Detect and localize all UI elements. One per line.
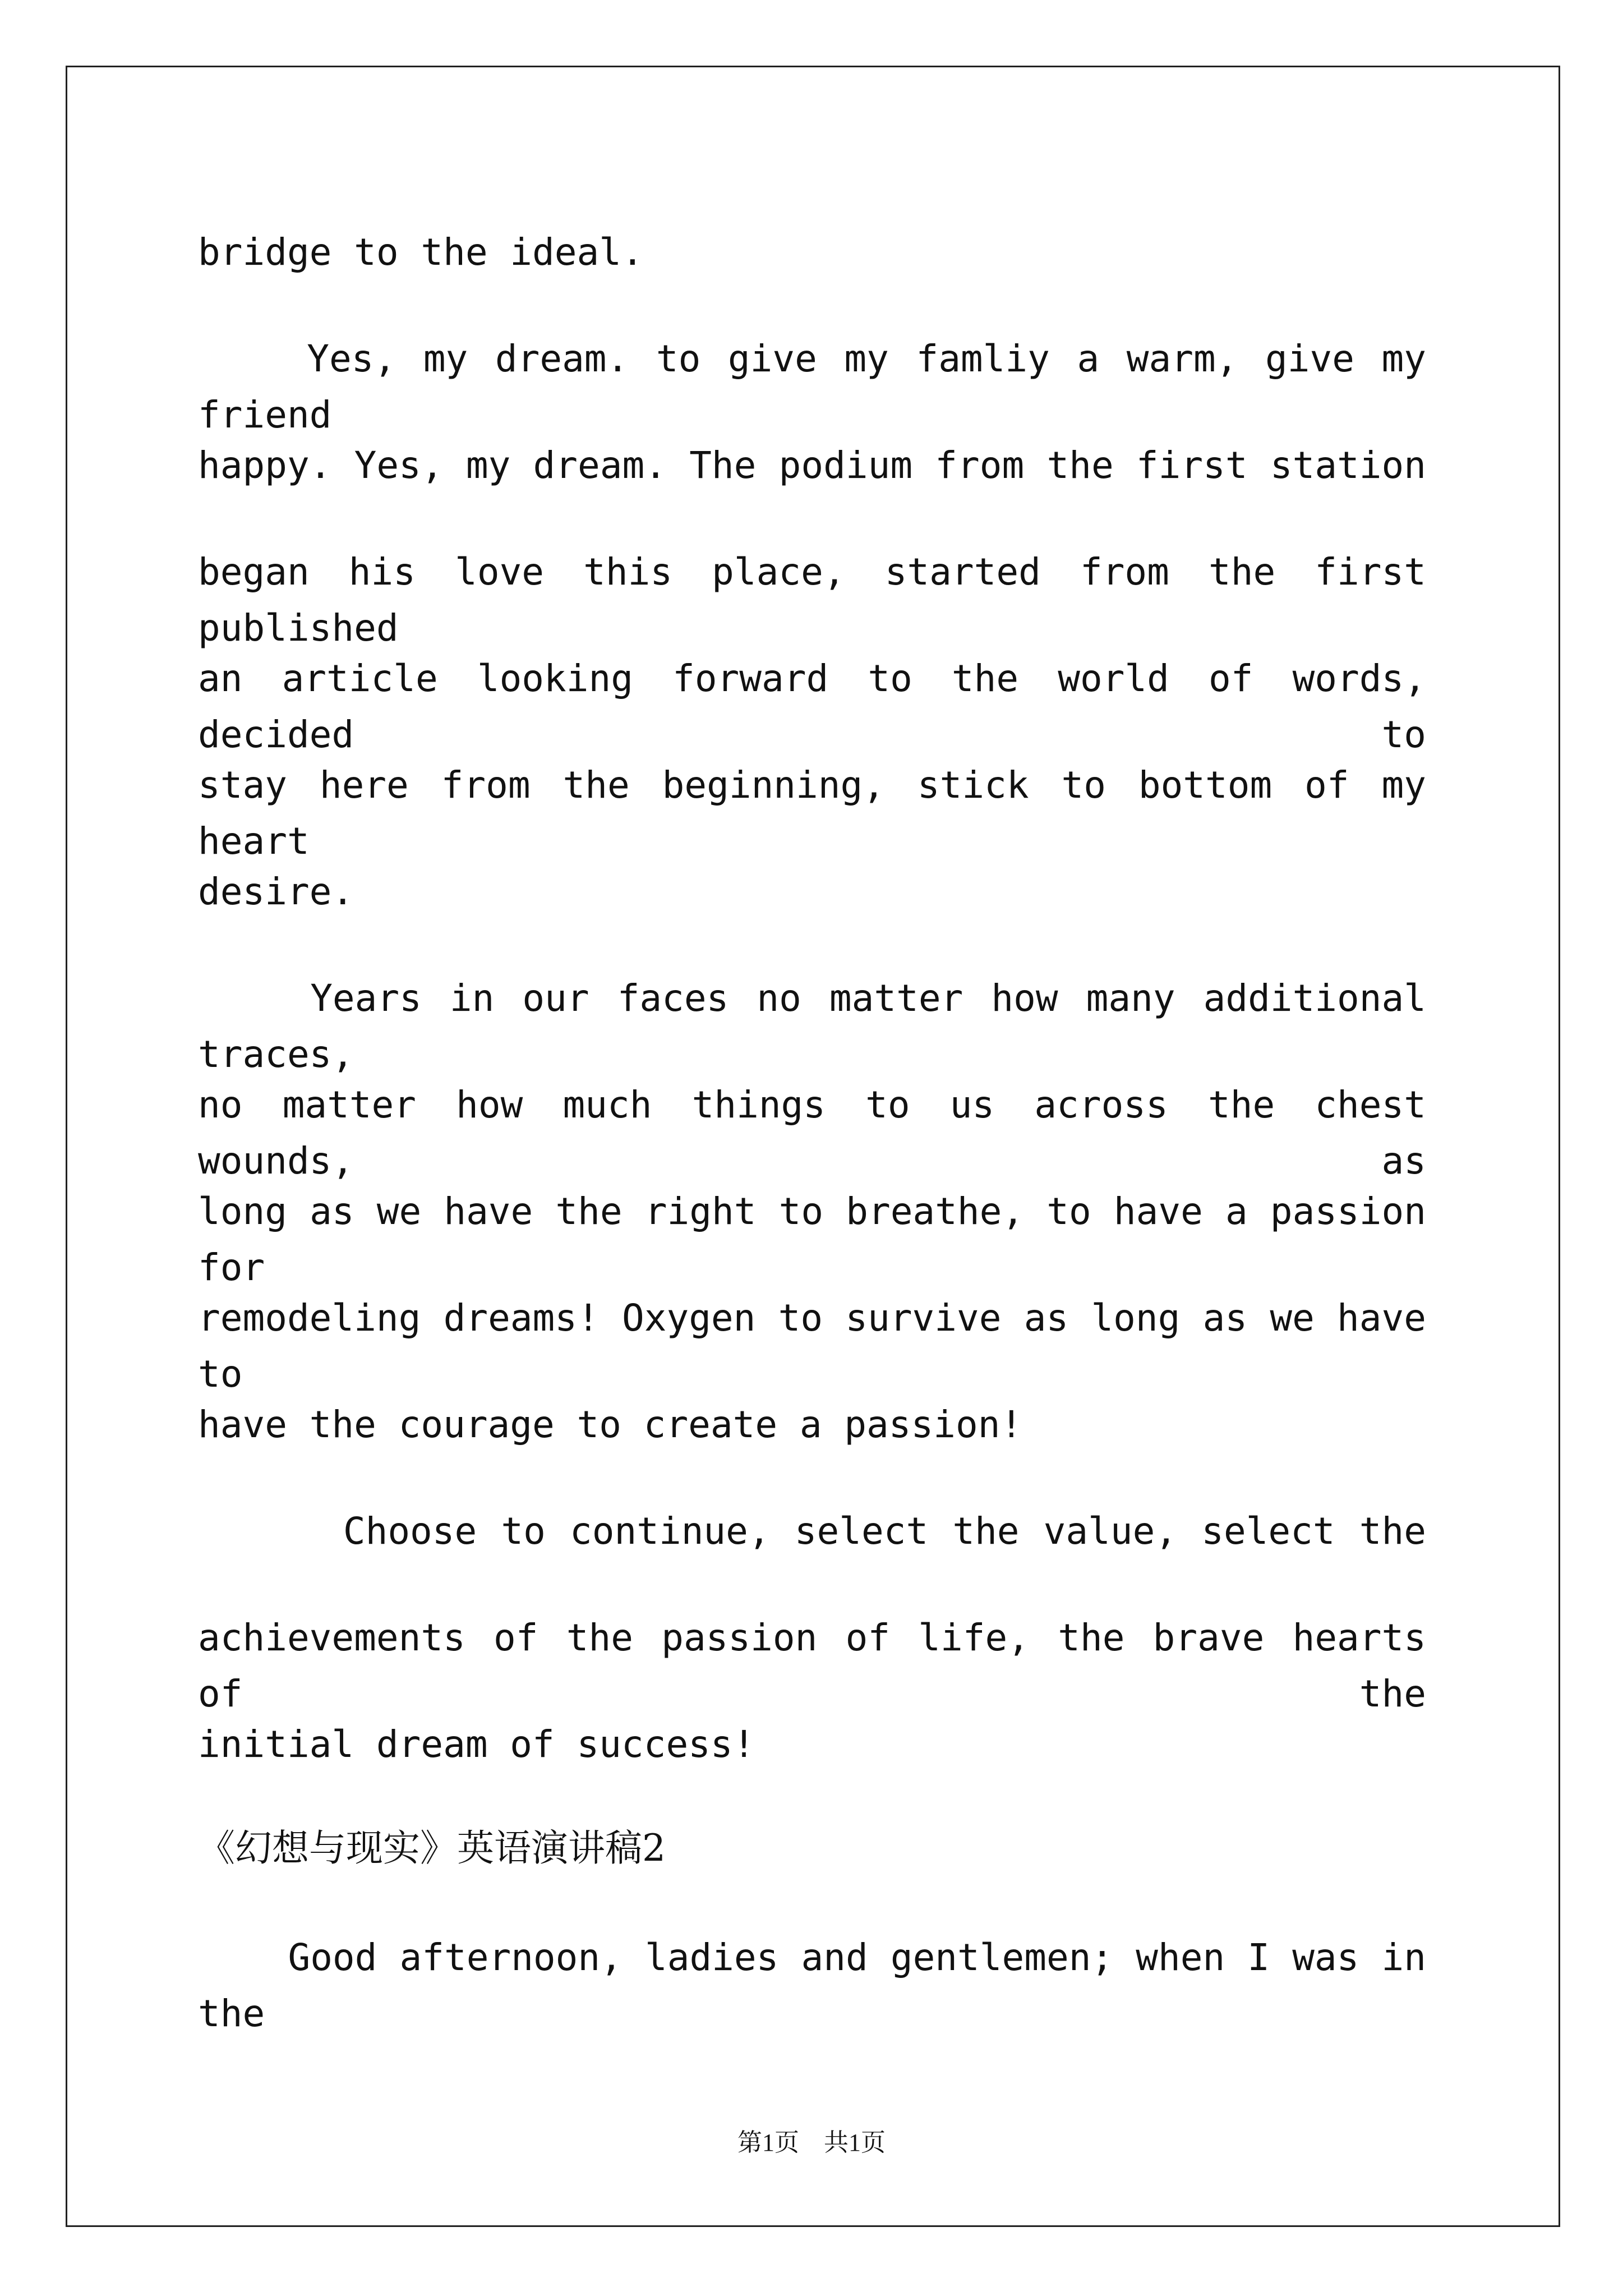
text-line: Choose to continue, select the value, select the xyxy=(198,1510,1426,1553)
text-line: happy. Yes, my dream. The podium from the first station xyxy=(198,444,1426,487)
text-line: bridge to the ideal. xyxy=(198,231,644,274)
text-line: no matter how much things to us across the chest wounds, as xyxy=(198,1083,1426,1182)
page-footer: 第1页 共1页 xyxy=(737,2129,886,2156)
text-line: remodeling dreams! Oxygen to survive as long as we have to xyxy=(198,1296,1426,1396)
text-line: began his love this place, started from the first published xyxy=(198,550,1426,650)
section-heading: 《幻想与现实》英语演讲稿2 xyxy=(198,1826,666,1870)
text-line: Good afternoon, ladies and gentlemen; when I was in the xyxy=(198,1936,1426,2035)
text-line: have the courage to create a passion! xyxy=(198,1403,1023,1446)
text-line: an article looking forward to the world of words, decided to xyxy=(198,657,1426,756)
text-line: stay here from the beginning, stick to bottom of my heart xyxy=(198,763,1426,863)
text-line: Years in our faces no matter how many additional traces, xyxy=(198,977,1426,1076)
text-line: desire. xyxy=(198,870,354,913)
text-line: long as we have the right to breathe, to have a passion for xyxy=(198,1190,1426,1289)
text-line: initial dream of success! xyxy=(198,1723,755,1766)
text-line: Yes, my dream. to give my famliy a warm, give my friend xyxy=(198,337,1426,436)
text-line: achievements of the passion of life, the brave hearts of the xyxy=(198,1616,1426,1715)
